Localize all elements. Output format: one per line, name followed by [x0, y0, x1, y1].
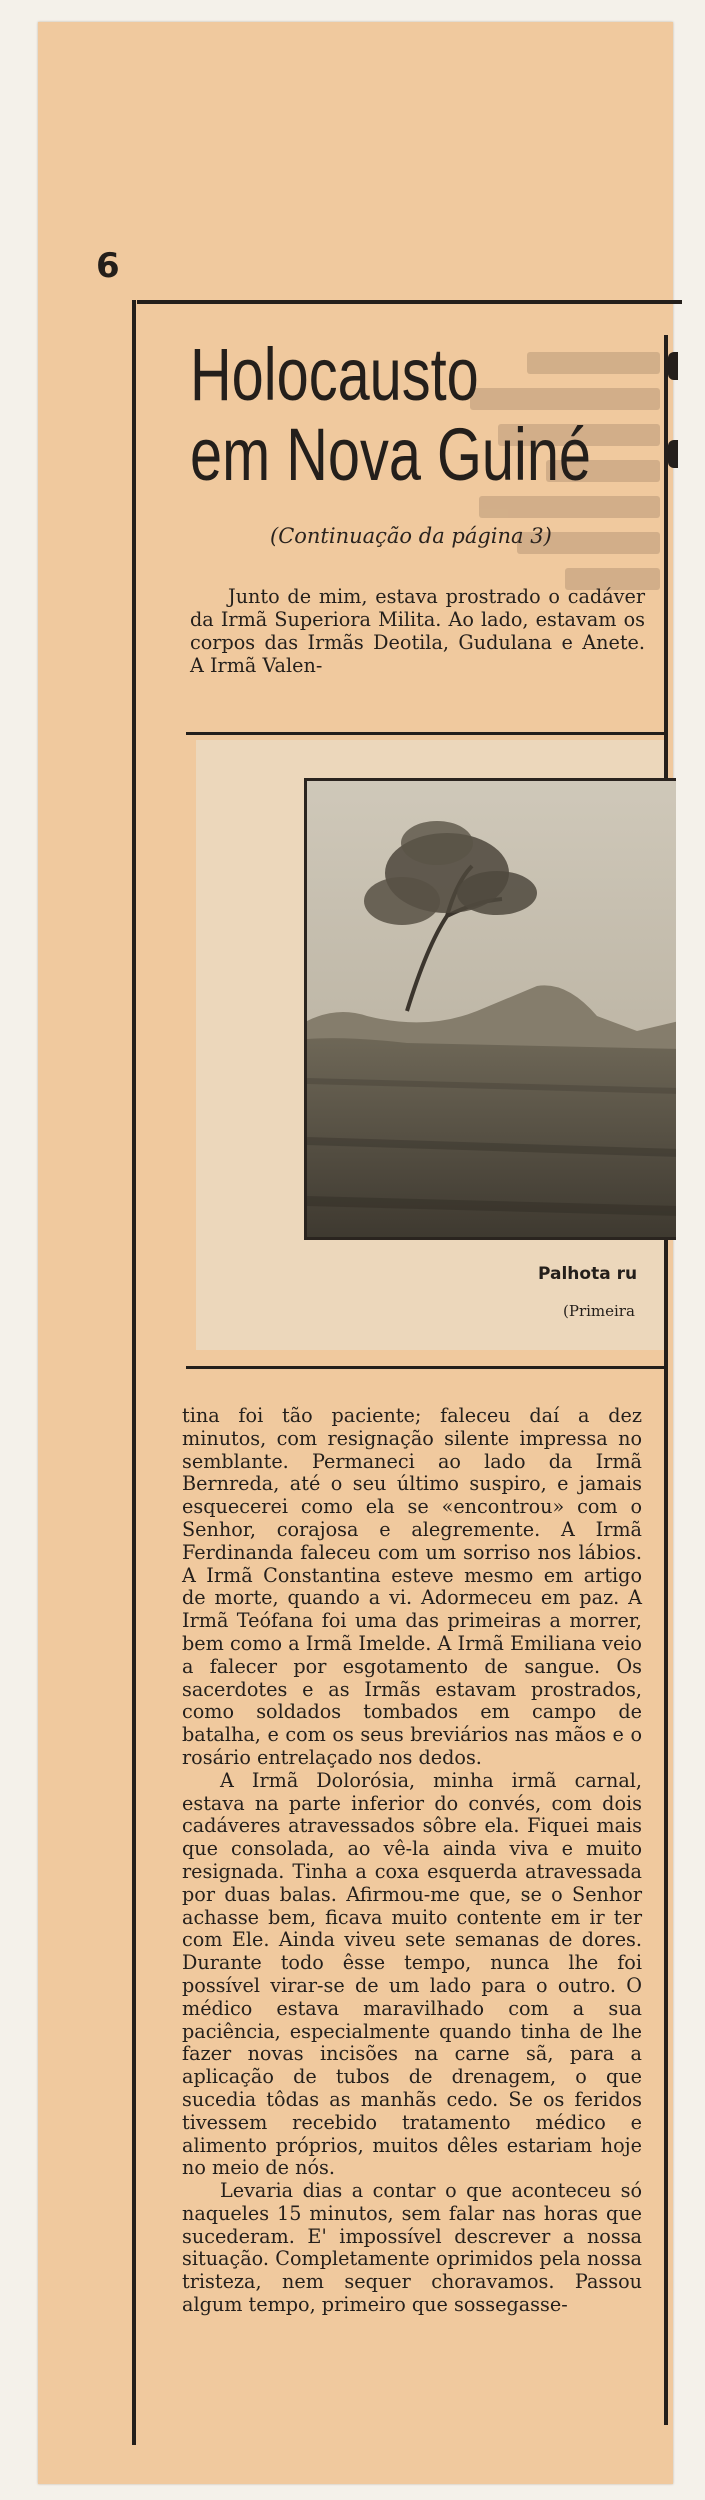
- photo-illustration: [307, 781, 676, 1240]
- photo-hut-landscape: [304, 778, 676, 1240]
- headline-line-1: Holocausto: [190, 333, 479, 416]
- body-paragraph: A Irmã Dolorósia, minha irmã carnal, estava na parte inferior do convés, com dois cadáveres atravessados sôbre ela. Fiquei mais que consolada, ao vê-la ainda viva e muito resignada. Tinha a coxa esquerda atravessada por duas balas. Afirmou-me que, se o Senhor achasse bem, ficava muito contente em ir ter com Ele. Ainda viveu sete semanas de dores. Durante todo êsse tempo, nunca lhe foi possível virar-se de um lado para o outro. O médico estava maravilhado com a sua paciência, especialmente quando tinha de lhe fazer novas incisões na carne sã, para a aplicação de tubos de drenagem, o que sucedia tôdas as manhãs cedo. Se os feridos tivessem recebido tratamento médico e alimento próprios, muitos dêles estariam hoje no meio de nós.: [182, 1768, 642, 2180]
- adjacent-column-mark: [668, 440, 678, 468]
- body-paragraph: Levaria dias a contar o que aconteceu só naqueles 15 minutos, sem falar nas horas que sucederam. E' impossível descrever a nossa situação. Completamente oprimidos pela nossa tristeza, nem sequer choravamos. Passou algum tempo, primeiro que sossegasse-: [182, 2179, 642, 2317]
- frame-top-rule: [137, 300, 682, 304]
- divider-below-photo: [186, 1366, 668, 1369]
- article-body: [182, 1405, 642, 2317]
- photo-caption-title: Palhota ru: [538, 1264, 638, 1284]
- intro-paragraph: Junto de mim, estava prostrado o cadáver da Irmã Superiora Milita. Ao lado, estavam os corpos das Irmãs Deotila, Gudulana e Anete. A Irmã Valen-: [190, 585, 645, 677]
- divider-above-photo: [186, 732, 668, 735]
- frame-right-rule: [664, 335, 668, 2425]
- frame-left-rule: [132, 300, 136, 2445]
- photo-caption-subtitle: (Primeira: [563, 1302, 635, 1320]
- headline-line-2: em Nova Guiné: [190, 412, 592, 496]
- page-number: 6: [96, 246, 120, 286]
- adjacent-column-mark: [668, 352, 678, 380]
- body-paragraph: tina foi tão paciente; faleceu daí a dez minutos, com resignação silente impressa no semblante. Permaneci ao lado da Irmã Bernreda, até o seu último suspiro, e jamais esquecerei como ela se «encontrou» com o Senhor, corajosa e alegremente. A Irmã Ferdinanda faleceu com um sorriso nos lábios. A Irmã Constantina esteve mesmo em artigo de morte, quando a vi. Adormeceu em paz. A Irmã Teófana foi uma das primeiras a morrer, bem como a Irmã Imelde. A Irmã Emiliana veio a falecer por esgotamento de sangue. Os sacerdotes e as Irmãs estavam prostrados, como soldados tombados em campo de batalha, e com os seus breviários nas mãos e o rosário entrelaçado nos dedos.: [182, 1404, 642, 1769]
- headline: [190, 335, 591, 495]
- continuation-note: (Continuação da página 3): [270, 524, 552, 548]
